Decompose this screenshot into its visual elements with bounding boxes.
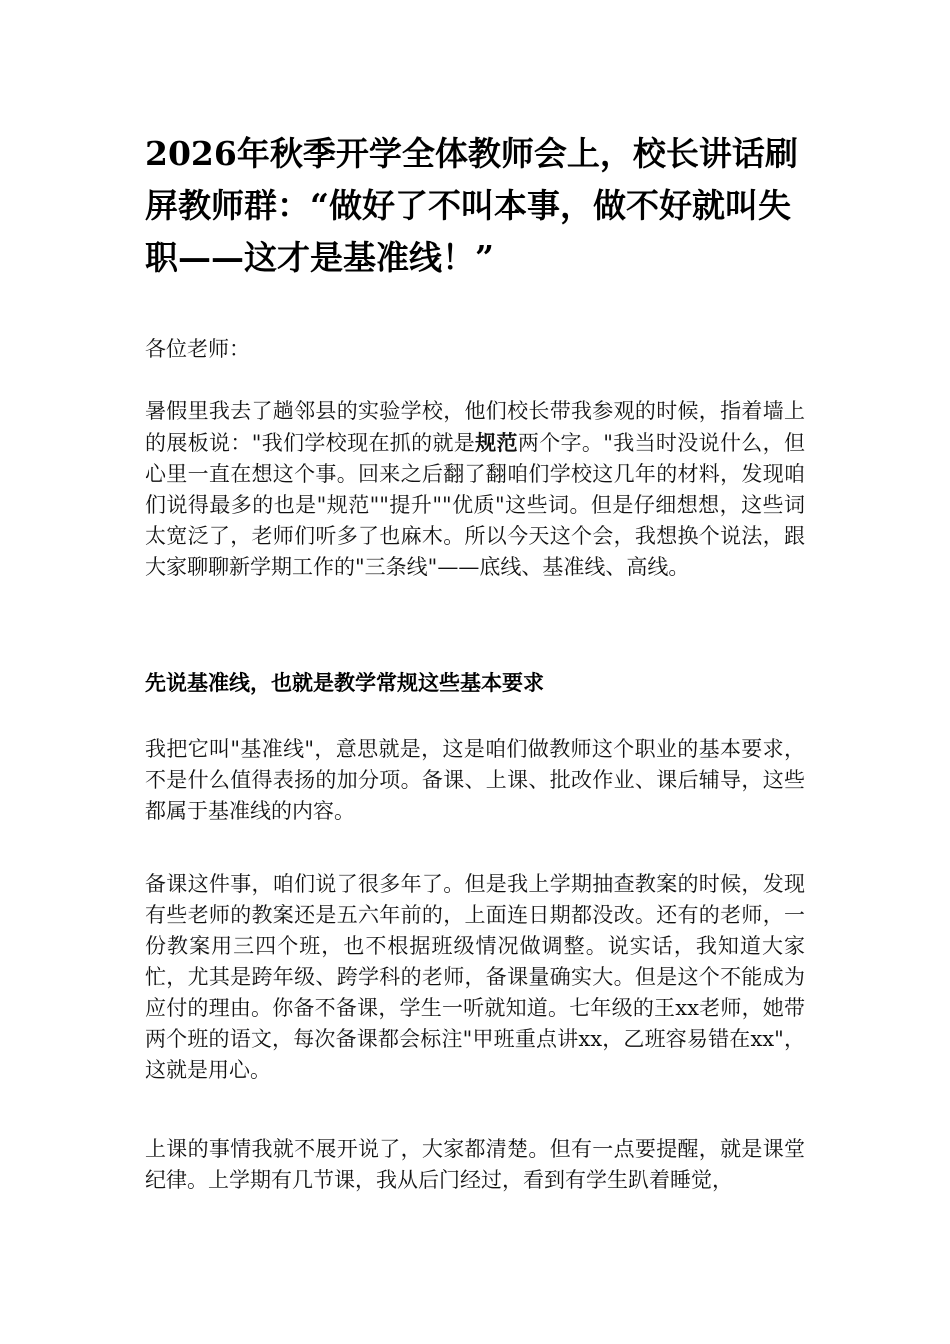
paragraph-intro-text-1: 暑假里我去了趟邻县的实验学校，他们校长带我参观的时候，指着墙上的展板说："我们学校现在抓的就是 bbox=[145, 399, 805, 455]
paragraph-intro-text-2: 两个字。"我当时没说什么，但心里一直在想这个事。回来之后翻了翻咱们学校这几年的材料，发现咱们说得最多的也是"规范""提升""优质"这些词。但是仔细想想，这些词太宽泛了，老师们听多了也麻木。所以今天这个会，我想换个说法，跟大家聊聊新学期工作的"三条线"——底线、基准线、高线。 bbox=[145, 431, 805, 579]
section-heading: 先说基准线，也就是教学常规这些基本要求 bbox=[145, 671, 544, 695]
document-title: 2026年秋季开学全体教师会上，校长讲话刷屏教师群：“做好了不叫本事，做不好就叫失职——这才是基准线！” bbox=[145, 134, 798, 277]
paragraph-lesson-prep: 备课这件事，咱们说了很多年了。但是我上学期抽查教案的时候，发现有些老师的教案还是五六年前的，上面连日期都没改。还有的老师，一份教案用三四个班，也不根据班级情况做调整。说实话，我知道大家忙，尤其是跨年级、跨学科的老师，备课量确实大。但是这个不能成为应付的理由。你备不备课，学生一听就知道。七年级的王xx老师，她带两个班的语文，每次备课都会标注"甲班重点讲xx，乙班容易错在xx"，这就是用心。 bbox=[145, 872, 805, 1082]
paragraph-intro bbox=[145, 396, 805, 583]
greeting: 各位老师： bbox=[145, 337, 250, 361]
paragraph-intro-emphasis: 规范 bbox=[475, 430, 518, 455]
paragraph-class-discipline: 上课的事情我就不展开说了，大家都清楚。但有一点要提醒，就是课堂纪律。上学期有几节课，我从后门经过，看到有学生趴着睡觉， bbox=[145, 1137, 805, 1192]
paragraph-baseline: 我把它叫"基准线"，意思就是，这是咱们做教师这个职业的基本要求，不是什么值得表扬的加分项。备课、上课、批改作业、课后辅导，这些都属于基准线的内容。 bbox=[145, 737, 805, 823]
